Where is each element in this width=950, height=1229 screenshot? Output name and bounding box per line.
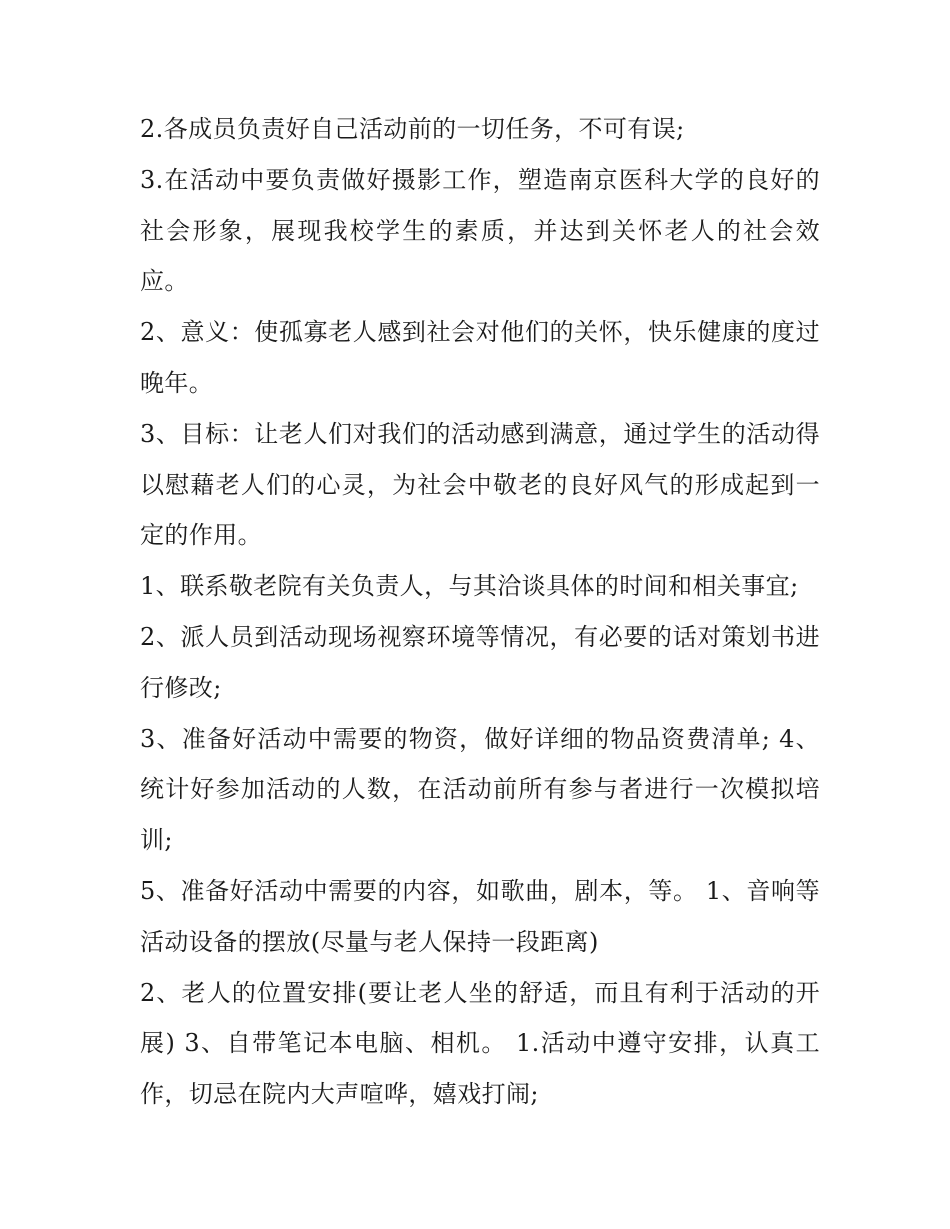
paragraph-site-inspection: 2、派人员到活动现场视察环境等情况，有必要的话对策划书进行修改; bbox=[140, 622, 820, 702]
paragraph-photography: 3.在活动中要负责做好摄影工作，塑造南京医科大学的良好的社会形象，展现我校学生的素质，并达到关怀老人的社会效应。 bbox=[140, 165, 820, 296]
paragraph-prepare-materials: 3、准备好活动中需要的物资，做好详细的物品资费清单; 4、统计好参加活动的人数，在活动前所有参与者进行一次模拟培训; bbox=[140, 724, 820, 855]
paragraph-significance: 2、意义：使孤寡老人感到社会对他们的关怀，快乐健康的度过晚年。 bbox=[140, 318, 820, 397]
paragraph-prepare-content: 5、准备好活动中需要的内容，如歌曲，剧本，等。 1、音响等活动设备的摆放(尽量与老人保持一段距离) bbox=[140, 876, 820, 956]
paragraph-goal: 3、目标：让老人们对我们的活动感到满意，通过学生的活动得以慰藉老人们的心灵，为社会中敬老的良好风气的形成起到一定的作用。 bbox=[140, 419, 820, 550]
paragraph-member-duties: 2.各成员负责好自己活动前的一切任务，不可有误; bbox=[140, 115, 685, 143]
paragraph-contact-nursing-home: 1、联系敬老院有关负责人，与其洽谈具体的时间和相关事宜; bbox=[140, 572, 799, 601]
paragraph-seating-arrangement: 2、老人的位置安排(要让老人坐的舒适，而且有利于活动的开展) 3、自带笔记本电脑、相机。 1.活动中遵守安排，认真工作，切忌在院内大声喧哗，嬉戏打闹; bbox=[140, 978, 820, 1109]
document-body bbox=[140, 104, 820, 1120]
